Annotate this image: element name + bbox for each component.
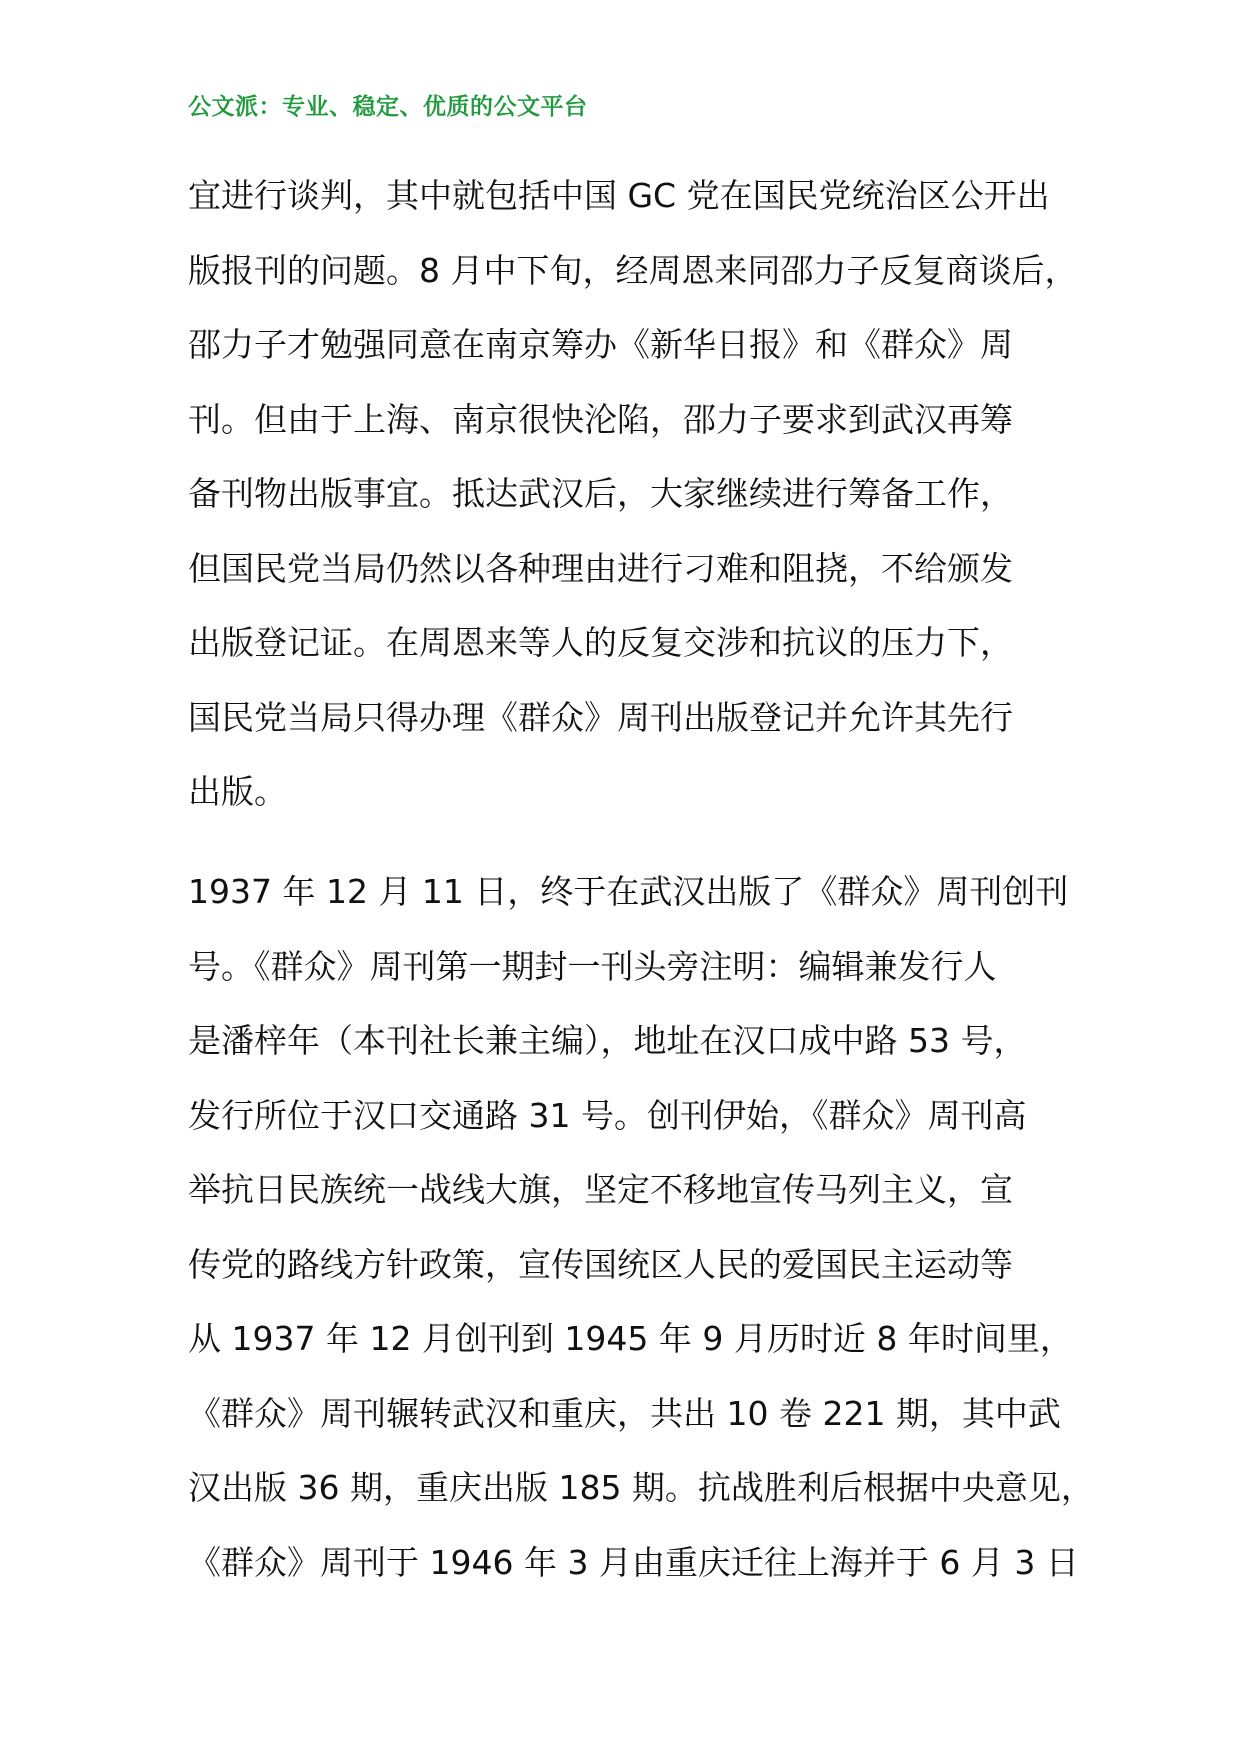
text-line: 刊。但由于上海、南京很快沦陷，邵力子要求到武汉再筹 bbox=[188, 399, 1013, 439]
text-line: 举抗日民族统一战线大旗，坚定不移地宣传马列主义，宣 bbox=[188, 1170, 1013, 1209]
text-line: 宜进行谈判，其中就包括中国 GC 党在国民党统治区公开出 bbox=[188, 176, 1050, 215]
text-line: 发行所位于汉口交通路 31 号。创刊伊始，《群众》周刊高 bbox=[188, 1095, 1027, 1135]
page-header: 公文派：专业、稳定、优质的公文平台 bbox=[188, 94, 588, 120]
text-line: 但国民党当局仍然以各种理由进行刁难和阻挠，不给颁发 bbox=[188, 548, 1013, 588]
text-line: 邵力子才勉强同意在南京筹办《新华日报》和《群众》周 bbox=[188, 325, 1013, 364]
text-line: 版报刊的问题。8 月中下旬，经周恩来同邵力子反复商谈后， bbox=[188, 250, 1078, 290]
text-line: 从 1937 年 12 月创刊到 1945 年 9 月历时近 8 年时间里， bbox=[188, 1319, 1073, 1358]
paragraph-1 bbox=[188, 159, 1088, 830]
paragraph-2 bbox=[188, 855, 1094, 1600]
text-line: 是潘梓年（本刊社长兼主编），地址在汉口成中路 53 号， bbox=[188, 1021, 1027, 1060]
text-line: 《群众》周刊于 1946 年 3 月由重庆迁往上海并于 6 月 3 日 bbox=[188, 1542, 1079, 1582]
text-line: 1937 年 12 月 11 日，终于在武汉出版了《群众》周刊创刊 bbox=[188, 872, 1069, 911]
text-line: 出版。 bbox=[188, 772, 287, 811]
text-line: 《群众》周刊辗转武汉和重庆，共出 10 卷 221 期，其中武 bbox=[188, 1393, 1061, 1433]
text-line: 出版登记证。在周恩来等人的反复交涉和抗议的压力下， bbox=[188, 623, 1013, 662]
text-line: 国民党当局只得办理《群众》周刊出版登记并允许其先行 bbox=[188, 697, 1013, 737]
text-line: 备刊物出版事宜。抵达武汉后，大家继续进行筹备工作， bbox=[188, 474, 1013, 513]
text-line: 号。《群众》周刊第一期封一刊头旁注明：编辑兼发行人 bbox=[188, 946, 997, 986]
text-line: 汉出版 36 期，重庆出版 185 期。抗战胜利后根据中央意见， bbox=[188, 1468, 1094, 1507]
text-line: 传党的路线方针政策，宣传国统区人民的爱国民主运动等 bbox=[188, 1244, 1013, 1284]
